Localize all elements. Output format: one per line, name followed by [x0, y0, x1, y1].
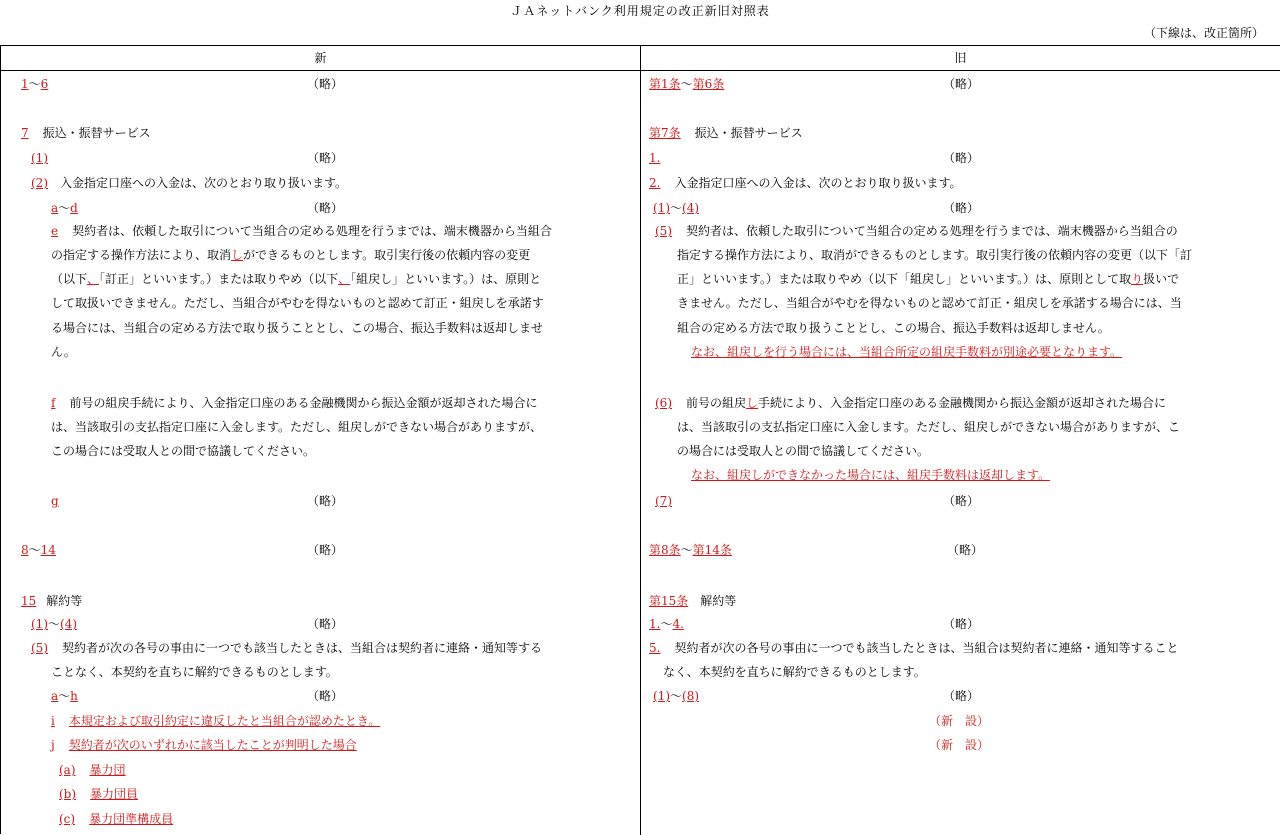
subitem-i: i 本規定および取引約定に違反したと当組合が認めたとき。 [51, 714, 381, 728]
item-range-1-8: (1)〜(8) [653, 689, 700, 703]
paragraph-line: 組合の定める方法で取り扱うこととし、この場合、振込手数料は返却しません。 [677, 321, 1110, 335]
item-2: 2. 入金指定口座への入金は、次のとおり取り扱います。 [649, 176, 962, 190]
item-7: (7) [655, 494, 672, 508]
omitted-label: （略） [943, 77, 980, 91]
subitem-g [51, 494, 59, 508]
omitted-label: （略） [943, 151, 980, 165]
omitted-label: （略） [943, 201, 980, 215]
article-7-heading [21, 126, 151, 140]
item-range-1-4: (1)〜(4) [31, 617, 78, 631]
changed-text: り [1131, 272, 1144, 286]
article-number: 第7条 [649, 126, 681, 140]
subitem-range-a-d: a〜d [51, 201, 78, 215]
article-number: 15 [21, 594, 37, 608]
paragraph-line: は、当該取引の支払指定口座に入金します。ただし、組戻しができない場合がありますが、こ [677, 420, 1181, 434]
omitted-label: （略） [307, 543, 344, 557]
item-number: 5. [649, 641, 661, 655]
underline-note: （下線は、改正箇所） [1143, 26, 1264, 40]
subitem-j-a: (a) 暴力団 [59, 763, 126, 777]
changed-text: 、 [87, 272, 100, 286]
paragraph-line: 契約者は、依頼した取引について当組合の定める処理を行うまでは、端末機器から当組合 [72, 224, 552, 238]
item-number: (2) [31, 176, 48, 190]
old-column: 旧 第1条〜第6条 （略） 第7条 振込・振替サービス 1. （略） 2. 入金指定口座への入金は、次のとおり取り扱います。 (1)〜(4) （略） (5) 契約者は、依頼した取引について当組合の定める処理を行うまでは、端末機器から当組合の 指定する操作方法により、取消ができるものとします。取引実行後の依頼内容の変更（以下「訂 正」といいます。）または取りやめ（以下「組戻し」といいます。）は、原則として取り扱いで きません。ただし、当組合がやむを得ないものと認めて訂正・組戻しを承諾する場合には、当 組合の定める方法で取り扱うこととし、この場合、振込手数料は返却しません。 なお、組戻しを行う場合には、当組合所定の組戻手数料が別途必要となります。 (6) 前号の組戻し手続により、入金指定口座のある金融機関から振込金額が返却された場合に は、当該取引の支払指定口座に入金します。ただし、組戻しができない場合がありますが、こ の場合には受取人との間で協議してください。 なお、組戻しができなかった場合には、組戻手数料は返却します。 (7) （略） 第8条〜第14条 （略） 第15条 解約等 1.〜4. （略） 5. 契約者が次の各号の事由に一つでも該当したときは、当組合は契約者に連絡・通知等すること なく、本契約を直ちに解約できるものとします。 (1)〜(8) （略） （新 設） （新 設） [641, 46, 1280, 835]
article-range-1-6: 第1条〜第6条 [649, 77, 725, 91]
omitted-label: （略） [943, 617, 980, 631]
omitted-label: （略） [947, 543, 984, 557]
changed-text: し [746, 396, 759, 410]
omitted-label: （略） [307, 151, 344, 165]
paragraph-line: 契約者が次の各号の事由に一つでも該当したときは、当組合は契約者に連絡・通知等する [62, 641, 543, 655]
omitted-label: （略） [307, 617, 344, 631]
article-range-8-14: 第8条〜第14条 [649, 543, 732, 557]
item-range-1-4: (1)〜(4) [653, 201, 700, 215]
paragraph-line: る場合には、当組合の定める方法で取り扱うこととし、この場合、振込手数料は返却しませ [51, 321, 544, 335]
changed-paragraph-line: なお、組戻しを行う場合には、当組合所定の組戻手数料が別途必要となります。 [691, 345, 1123, 359]
paragraph-line: の場合には受取人との間で協議してください。 [677, 444, 930, 458]
article-number: 7 [21, 126, 29, 140]
article-range-8-14: 8〜14 [21, 543, 56, 557]
item-2 [31, 176, 347, 190]
article-title: 振込・振替サービス [694, 126, 803, 140]
omitted-label: （略） [943, 689, 980, 703]
item-number: (5) [655, 224, 672, 238]
omitted-label: （略） [307, 689, 344, 703]
subitem-number: f [51, 396, 56, 410]
item-1 [31, 151, 48, 165]
article-number: 第15条 [649, 594, 689, 608]
omitted-label: （略） [307, 201, 344, 215]
newly-established-label: （新 設） [929, 738, 990, 752]
item-number: (1) [31, 151, 48, 165]
new-column-header: 新 [1, 46, 640, 71]
article-title: 振込・振替サービス [42, 126, 151, 140]
article-title: 解約等 [46, 594, 83, 608]
article-number: 6 [40, 77, 49, 91]
paragraph-line: ことなく、本契約を直ちに解約できるものとします。 [51, 665, 338, 679]
item-text: 入金指定口座への入金は、次のとおり取り扱います。 [60, 176, 348, 190]
new-column: 新 1〜6 （略） 7 振込・振替サービス (1) （略） (2) 入金指定口座への入金は、次のとおり取り扱います。 a〜d （略） e 契約者は、依頼した取引について当組合の定める処理を行うまでは、端末機器から当組合 の指定する操作方法により、取消しができるものとします。取引実行後の依頼内容の変更 （以下、「訂正」といいます。）または取りやめ（以下、「組戻し」といいます。）は、原則と して取扱いできません。ただし、当組合がやむを得ないものと認めて訂正・組戻しを承諾す る場合には、当組合の定める方法で取り扱うこととし、この場合、振込手数料は返却しませ ん。 f 前号の組戻手続により、入金指定口座のある金融機関から振込金額が返却された場合に は、当該取引の支払指定口座に入金します。ただし、組戻しができない場合がありますが、 この場合には受取人との間で協議してください。 g （略） 8〜14 （略） 15 解約等 (1)〜(4) （略） (5) 契約者が次の各号の事由に一つでも該当したときは、当組合は契約者に連絡・通知等する ことなく、本契約を直ちに解約できるものとします。 a〜h （略） i 本規定および取引約定に違反したと当組合が認めたとき。 j 契約者が次のいずれかに該当したことが判明した場合 (a) 暴力団 (b) 暴力団員 (c) 暴力団準構成員 [1, 46, 641, 835]
article-15-heading [649, 594, 736, 608]
old-column-header: 旧 [641, 46, 1280, 71]
comparison-table [0, 45, 1280, 834]
subitem-number: e [51, 224, 59, 238]
item-number: (6) [655, 396, 672, 410]
paragraph-line: ん。 [51, 345, 76, 359]
paragraph-line: 契約者は、依頼した取引について当組合の定める処理を行うまでは、端末機器から当組合の [686, 224, 1178, 238]
paragraph-line: 指定する操作方法により、取消ができるものとします。取引実行後の依頼内容の変更（以下「訂 [677, 248, 1193, 262]
paragraph-line: して取扱いできません。ただし、当組合がやむを得ないものと認めて訂正・組戻しを承諾す [51, 296, 544, 310]
subitem-j-c: (c) 暴力団準構成員 [59, 812, 174, 826]
omitted-label: （略） [307, 494, 344, 508]
article-title: 解約等 [700, 594, 737, 608]
article-range-1-6 [21, 77, 48, 91]
subitem-j: j 契約者が次のいずれかに該当したことが判明した場合 [51, 738, 357, 752]
article-7-heading [649, 126, 803, 140]
document-title: ＪＡネットバンク利用規定の改正新旧対照表 [510, 4, 770, 18]
paragraph-line: 前号の組戻手続により、入金指定口座のある金融機関から振込金額が返却された場合に [69, 396, 538, 410]
article-number: 1 [21, 77, 29, 91]
paragraph-line: きません。ただし、当組合がやむを得ないものと認めて訂正・組戻しを承諾する場合には、当 [677, 296, 1182, 310]
changed-text: し [231, 248, 244, 262]
item-range-1-4-b: 1.〜4. [649, 617, 684, 631]
changed-text: 、 [338, 272, 351, 286]
paragraph-line: なく、本契約を直ちに解約できるものとします。 [663, 665, 926, 679]
newly-established-label: （新 設） [929, 714, 990, 728]
article-15-heading [21, 594, 82, 608]
paragraph-line: は、当該取引の支払指定口座に入金します。ただし、組戻しができない場合がありますが、 [51, 420, 543, 434]
omitted-label: （略） [307, 77, 344, 91]
changed-paragraph-line: なお、組戻しができなかった場合には、組戻手数料は返却します。 [691, 468, 1051, 482]
subitem-number: g [51, 494, 59, 508]
range-tilde: 〜 [28, 77, 41, 91]
item-number: (5) [31, 641, 48, 655]
paragraph-line: 契約者が次の各号の事由に一つでも該当したときは、当組合は契約者に連絡・通知等すること [674, 641, 1179, 655]
subitem-range-a-h: a〜h [51, 689, 78, 703]
subitem-j-b: (b) 暴力団員 [59, 787, 139, 801]
item-1: 1. [649, 151, 661, 165]
paragraph-line: この場合には受取人との間で協議してください。 [51, 444, 316, 458]
omitted-label: （略） [943, 494, 980, 508]
